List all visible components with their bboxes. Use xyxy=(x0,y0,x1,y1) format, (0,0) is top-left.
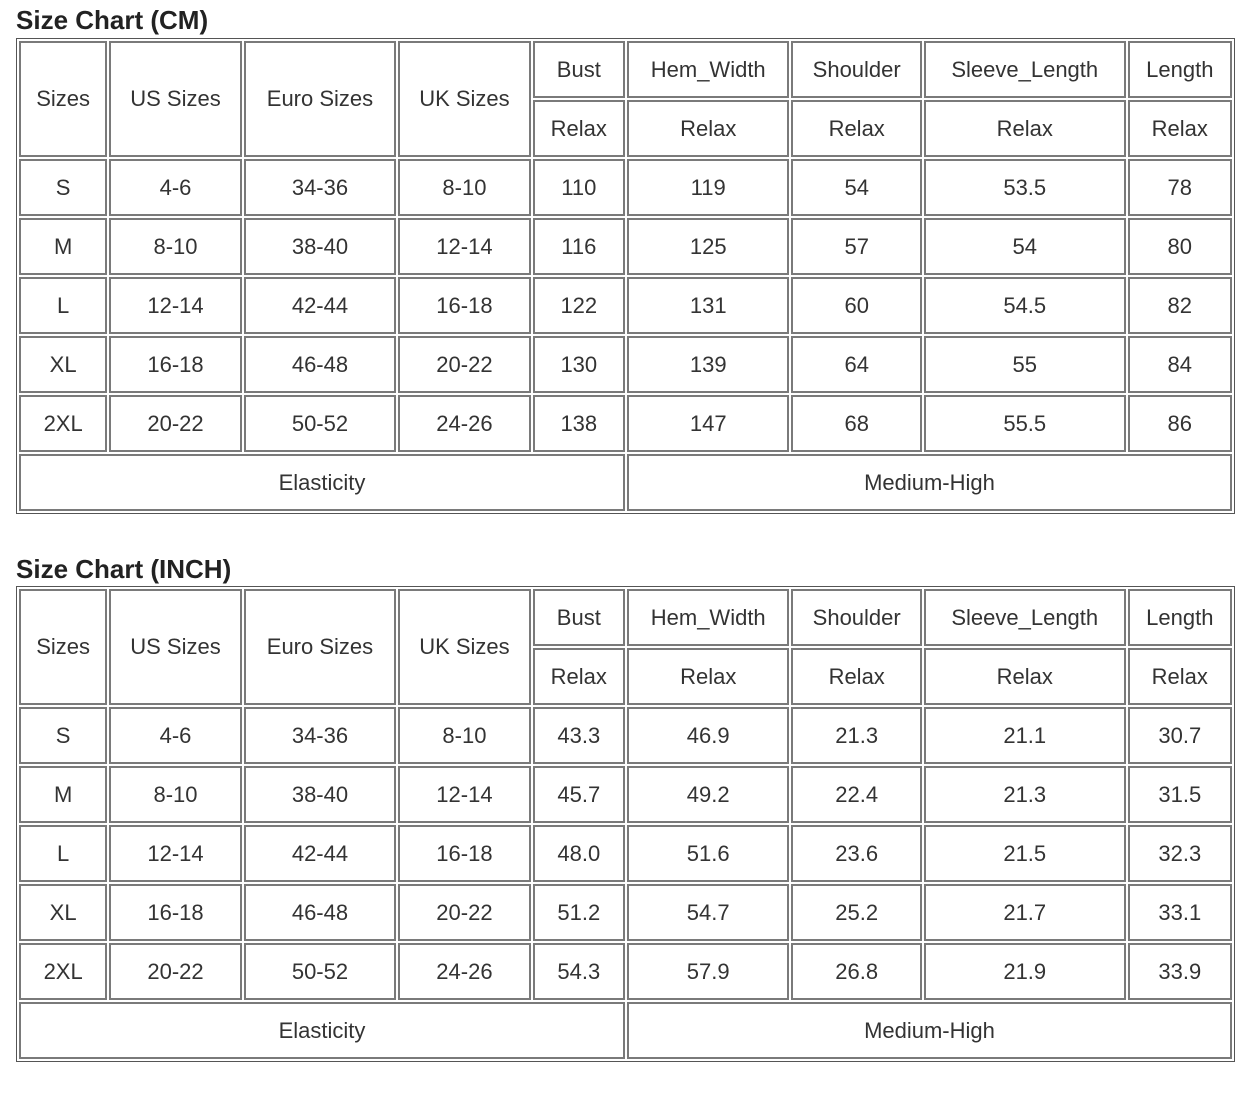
table-cell: 139 xyxy=(627,336,790,393)
table-cell: 125 xyxy=(627,218,790,275)
table-cell: 12-14 xyxy=(109,277,241,334)
header-cell-length: Length xyxy=(1128,41,1232,98)
table-cell: 33.9 xyxy=(1128,943,1232,1000)
header-cell-length: Length xyxy=(1128,589,1232,646)
elasticity-row xyxy=(19,454,1232,511)
fit-cell: Relax xyxy=(791,648,921,705)
table-cell: 49.2 xyxy=(627,766,790,823)
table-cell: 122 xyxy=(533,277,625,334)
table-cell: 55.5 xyxy=(924,395,1126,452)
table-cell: 54 xyxy=(791,159,921,216)
table-cell: L xyxy=(19,277,107,334)
header-cell-us-sizes: US Sizes xyxy=(109,589,241,705)
header-cell-us-sizes: US Sizes xyxy=(109,41,241,157)
table-cell: 21.5 xyxy=(924,825,1126,882)
table-cell: 119 xyxy=(627,159,790,216)
table-row xyxy=(19,336,1232,393)
table-cell: 8-10 xyxy=(109,766,241,823)
table-row xyxy=(19,218,1232,275)
fit-cell: Relax xyxy=(533,648,625,705)
table-cell: S xyxy=(19,159,107,216)
table-cell: 50-52 xyxy=(244,395,397,452)
table-cell: 24-26 xyxy=(398,395,530,452)
table-cell: 34-36 xyxy=(244,159,397,216)
table-cell: 16-18 xyxy=(109,884,241,941)
table-cell: 22.4 xyxy=(791,766,921,823)
header-cell-euro-sizes: Euro Sizes xyxy=(244,41,397,157)
table-cell: 20-22 xyxy=(398,884,530,941)
table-cell: 80 xyxy=(1128,218,1232,275)
table-cell: 16-18 xyxy=(398,277,530,334)
table-cell: 21.9 xyxy=(924,943,1126,1000)
table-cell: 24-26 xyxy=(398,943,530,1000)
table-cell: 147 xyxy=(627,395,790,452)
table-cell: 20-22 xyxy=(398,336,530,393)
table-cell: 53.5 xyxy=(924,159,1126,216)
elasticity-label: Elasticity xyxy=(19,454,625,511)
table-cell: 46.9 xyxy=(627,707,790,764)
table-cell: 50-52 xyxy=(244,943,397,1000)
fit-cell: Relax xyxy=(1128,100,1232,157)
size-chart-cm-table xyxy=(16,38,1235,514)
table-cell: XL xyxy=(19,336,107,393)
header-cell-bust: Bust xyxy=(533,41,625,98)
table-cell: XL xyxy=(19,884,107,941)
size-chart-inch-title: Size Chart (INCH) xyxy=(16,554,232,584)
table-cell: 86 xyxy=(1128,395,1232,452)
table-cell: 64 xyxy=(791,336,921,393)
fit-cell: Relax xyxy=(791,100,921,157)
header-cell-hem-width: Hem_Width xyxy=(627,589,790,646)
fit-cell: Relax xyxy=(627,100,790,157)
header-row xyxy=(19,41,1232,98)
table-cell: 84 xyxy=(1128,336,1232,393)
table-cell: 54.5 xyxy=(924,277,1126,334)
table-cell: 33.1 xyxy=(1128,884,1232,941)
fit-cell: Relax xyxy=(627,648,790,705)
header-cell-uk-sizes: UK Sizes xyxy=(398,589,530,705)
table-cell: 12-14 xyxy=(109,825,241,882)
table-cell: M xyxy=(19,766,107,823)
table-cell: 42-44 xyxy=(244,277,397,334)
table-cell: 48.0 xyxy=(533,825,625,882)
table-cell: 43.3 xyxy=(533,707,625,764)
table-cell: 25.2 xyxy=(791,884,921,941)
table-row xyxy=(19,943,1232,1000)
header-cell-sleeve-length: Sleeve_Length xyxy=(924,589,1126,646)
table-cell: 2XL xyxy=(19,943,107,1000)
header-cell-shoulder: Shoulder xyxy=(791,41,921,98)
table-cell: 38-40 xyxy=(244,218,397,275)
table-cell: 138 xyxy=(533,395,625,452)
elasticity-value: Medium-High xyxy=(627,454,1232,511)
table-cell: 82 xyxy=(1128,277,1232,334)
table-cell: 68 xyxy=(791,395,921,452)
table-cell: 46-48 xyxy=(244,884,397,941)
header-row xyxy=(19,589,1232,646)
table-cell: L xyxy=(19,825,107,882)
table-row xyxy=(19,395,1232,452)
table-cell: 38-40 xyxy=(244,766,397,823)
table-cell: 20-22 xyxy=(109,943,241,1000)
table-cell: S xyxy=(19,707,107,764)
table-cell: 21.7 xyxy=(924,884,1126,941)
fit-cell: Relax xyxy=(1128,648,1232,705)
table-row xyxy=(19,825,1232,882)
table-row xyxy=(19,884,1232,941)
size-chart-inch-table xyxy=(16,586,1235,1062)
table-cell: 131 xyxy=(627,277,790,334)
table-cell: 8-10 xyxy=(398,707,530,764)
table-cell: 57 xyxy=(791,218,921,275)
table-cell: 23.6 xyxy=(791,825,921,882)
table-cell: 12-14 xyxy=(398,218,530,275)
fit-cell: Relax xyxy=(533,100,625,157)
header-cell-uk-sizes: UK Sizes xyxy=(398,41,530,157)
table-cell: 110 xyxy=(533,159,625,216)
header-cell-sleeve-length: Sleeve_Length xyxy=(924,41,1126,98)
table-cell: 20-22 xyxy=(109,395,241,452)
table-cell: 4-6 xyxy=(109,707,241,764)
table-cell: 130 xyxy=(533,336,625,393)
table-cell: 30.7 xyxy=(1128,707,1232,764)
table-cell: 55 xyxy=(924,336,1126,393)
table-cell: 42-44 xyxy=(244,825,397,882)
table-cell: M xyxy=(19,218,107,275)
elasticity-row xyxy=(19,1002,1232,1059)
table-cell: 4-6 xyxy=(109,159,241,216)
fit-cell: Relax xyxy=(924,648,1126,705)
table-cell: 21.3 xyxy=(791,707,921,764)
table-cell: 8-10 xyxy=(109,218,241,275)
elasticity-label: Elasticity xyxy=(19,1002,625,1059)
table-cell: 51.6 xyxy=(627,825,790,882)
table-row xyxy=(19,766,1232,823)
header-cell-euro-sizes: Euro Sizes xyxy=(244,589,397,705)
header-cell-sizes: Sizes xyxy=(19,41,107,157)
table-cell: 16-18 xyxy=(109,336,241,393)
header-cell-bust: Bust xyxy=(533,589,625,646)
table-cell: 34-36 xyxy=(244,707,397,764)
table-cell: 16-18 xyxy=(398,825,530,882)
table-cell: 21.3 xyxy=(924,766,1126,823)
table-cell: 54.7 xyxy=(627,884,790,941)
table-cell: 78 xyxy=(1128,159,1232,216)
table-cell: 57.9 xyxy=(627,943,790,1000)
table-row xyxy=(19,159,1232,216)
table-cell: 51.2 xyxy=(533,884,625,941)
table-cell: 45.7 xyxy=(533,766,625,823)
fit-cell: Relax xyxy=(924,100,1126,157)
table-cell: 116 xyxy=(533,218,625,275)
table-cell: 2XL xyxy=(19,395,107,452)
table-row xyxy=(19,707,1232,764)
table-cell: 12-14 xyxy=(398,766,530,823)
table-row xyxy=(19,277,1232,334)
header-cell-hem-width: Hem_Width xyxy=(627,41,790,98)
table-cell: 54.3 xyxy=(533,943,625,1000)
table-cell: 8-10 xyxy=(398,159,530,216)
table-cell: 26.8 xyxy=(791,943,921,1000)
header-cell-sizes: Sizes xyxy=(19,589,107,705)
table-cell: 31.5 xyxy=(1128,766,1232,823)
table-cell: 60 xyxy=(791,277,921,334)
elasticity-value: Medium-High xyxy=(627,1002,1232,1059)
size-chart-cm-title: Size Chart (CM) xyxy=(16,5,209,35)
header-cell-shoulder: Shoulder xyxy=(791,589,921,646)
table-cell: 32.3 xyxy=(1128,825,1232,882)
table-cell: 21.1 xyxy=(924,707,1126,764)
table-cell: 46-48 xyxy=(244,336,397,393)
table-cell: 54 xyxy=(924,218,1126,275)
